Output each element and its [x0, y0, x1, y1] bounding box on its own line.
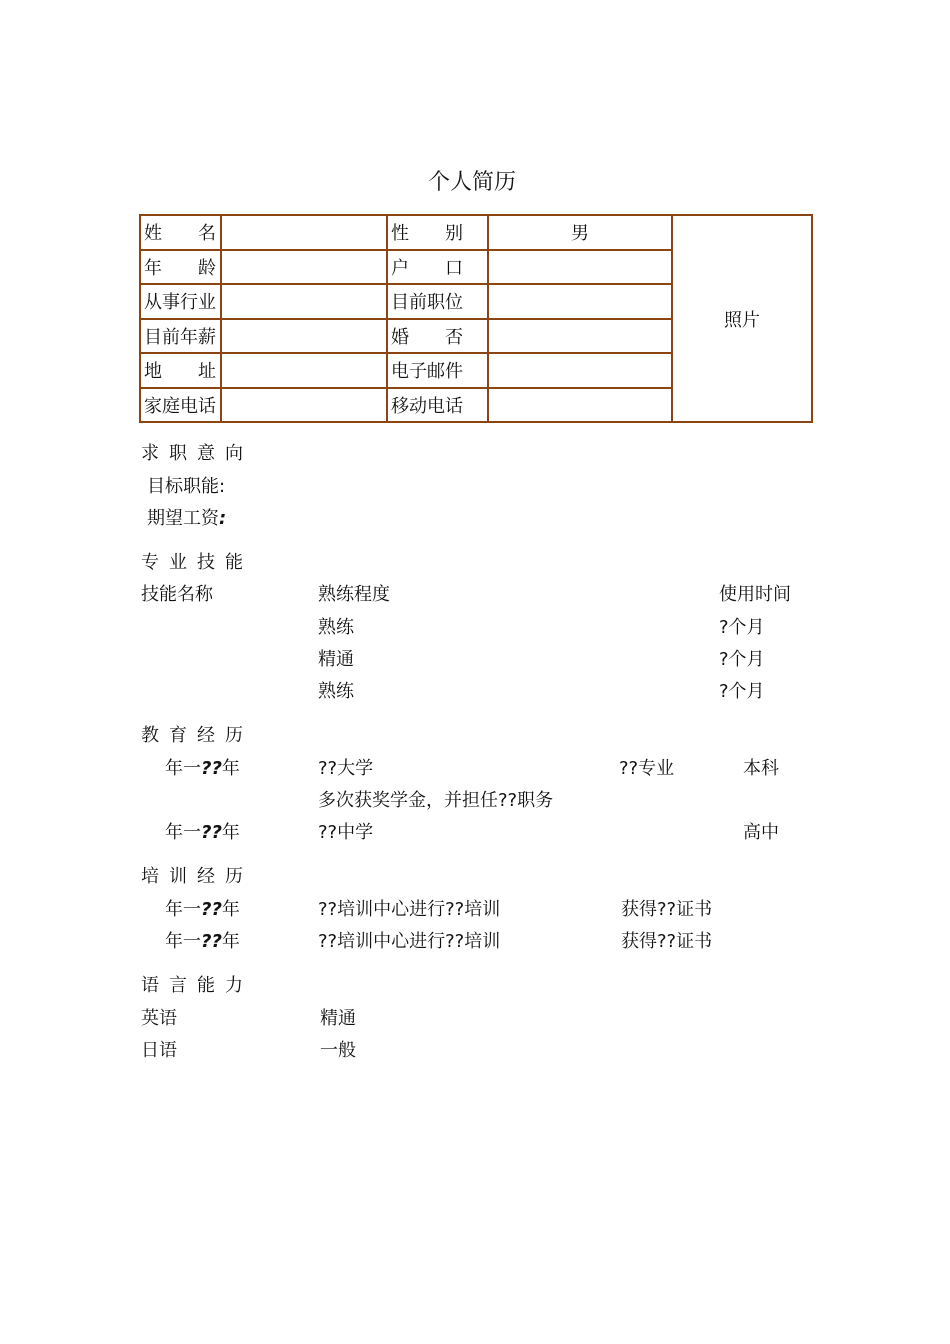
language-level: 一般: [320, 1040, 356, 1061]
training-course: ??培训中心进行??培训: [318, 899, 501, 920]
skill-time: ?个月: [719, 649, 765, 670]
education-major: ??专业: [619, 758, 675, 779]
year-text: 年: [221, 758, 240, 779]
personal-info-table: [139, 214, 813, 423]
mobile-label: 移动电话: [387, 388, 488, 423]
training-heading: 培训经历: [141, 866, 253, 887]
year-text: 年: [221, 822, 240, 843]
salary-label: 目前年薪: [140, 319, 221, 354]
phone-value[interactable]: [221, 388, 387, 423]
phone-label: 家庭电话: [140, 388, 221, 423]
education-years: [165, 760, 240, 778]
industry-value[interactable]: [221, 284, 387, 319]
marital-label: 婚 否: [387, 319, 488, 354]
skills-col-level: 熟练程度: [318, 584, 390, 605]
language-name: 日语: [141, 1040, 177, 1061]
name-label: 姓 名: [140, 215, 221, 250]
language-level: 精通: [320, 1008, 356, 1029]
skill-level: 熟练: [318, 617, 354, 638]
year-placeholder: ??: [201, 899, 222, 920]
year-text: 年: [221, 899, 240, 920]
education-school: ??大学: [318, 758, 374, 779]
education-degree: 高中: [743, 822, 779, 843]
address-label: 地 址: [140, 353, 221, 388]
skill-level: 精通: [318, 649, 354, 670]
gender-label: 性 别: [387, 215, 488, 250]
skill-time: ?个月: [719, 617, 765, 638]
marital-value[interactable]: [488, 319, 672, 354]
training-years: [165, 933, 240, 951]
year-text: 年一: [165, 758, 201, 779]
skill-time: ?个月: [719, 681, 765, 702]
year-placeholder: ??: [201, 822, 222, 843]
year-text: 年一: [165, 899, 201, 920]
age-value[interactable]: [221, 250, 387, 285]
education-school: ??中学: [318, 822, 374, 843]
education-heading: 教育经历: [141, 725, 253, 746]
year-placeholder: ??: [201, 931, 222, 952]
page-title: 个人简历: [428, 170, 517, 195]
intent-salary: [147, 510, 226, 528]
skills-col-name: 技能名称: [141, 584, 213, 605]
intent-heading: 求职意向: [141, 443, 253, 464]
year-text: 年: [221, 931, 240, 952]
year-placeholder: ??: [201, 758, 222, 779]
address-value[interactable]: [221, 353, 387, 388]
gender-value[interactable]: 男: [488, 215, 672, 250]
industry-label: 从事行业: [140, 284, 221, 319]
training-years: [165, 901, 240, 919]
age-label: 年 龄: [140, 250, 221, 285]
email-value[interactable]: [488, 353, 672, 388]
training-cert: 获得??证书: [621, 931, 713, 952]
photo-cell[interactable]: 照片: [672, 215, 812, 422]
training-course: ??培训中心进行??培训: [318, 931, 501, 952]
hukou-label: 户 口: [387, 250, 488, 285]
name-value[interactable]: [221, 215, 387, 250]
skills-col-time: 使用时间: [719, 584, 791, 605]
skills-heading: 专业技能: [141, 552, 253, 573]
intent-salary-label: 期望工资: [147, 508, 219, 529]
language-name: 英语: [141, 1008, 177, 1029]
intent-salary-colon: :: [219, 508, 227, 529]
education-note: 多次获奖学金，并担任??职务: [318, 790, 554, 811]
language-heading: 语言能力: [141, 975, 253, 996]
hukou-value[interactable]: [488, 250, 672, 285]
position-label: 目前职位: [387, 284, 488, 319]
education-years: [165, 824, 240, 842]
year-text: 年一: [165, 822, 201, 843]
training-cert: 获得??证书: [621, 899, 713, 920]
mobile-value[interactable]: [488, 388, 672, 423]
year-text: 年一: [165, 931, 201, 952]
email-label: 电子邮件: [387, 353, 488, 388]
salary-value[interactable]: [221, 319, 387, 354]
education-degree: 本科: [743, 758, 779, 779]
intent-target: 目标职能:: [147, 476, 226, 497]
skill-level: 熟练: [318, 681, 354, 702]
position-value[interactable]: [488, 284, 672, 319]
